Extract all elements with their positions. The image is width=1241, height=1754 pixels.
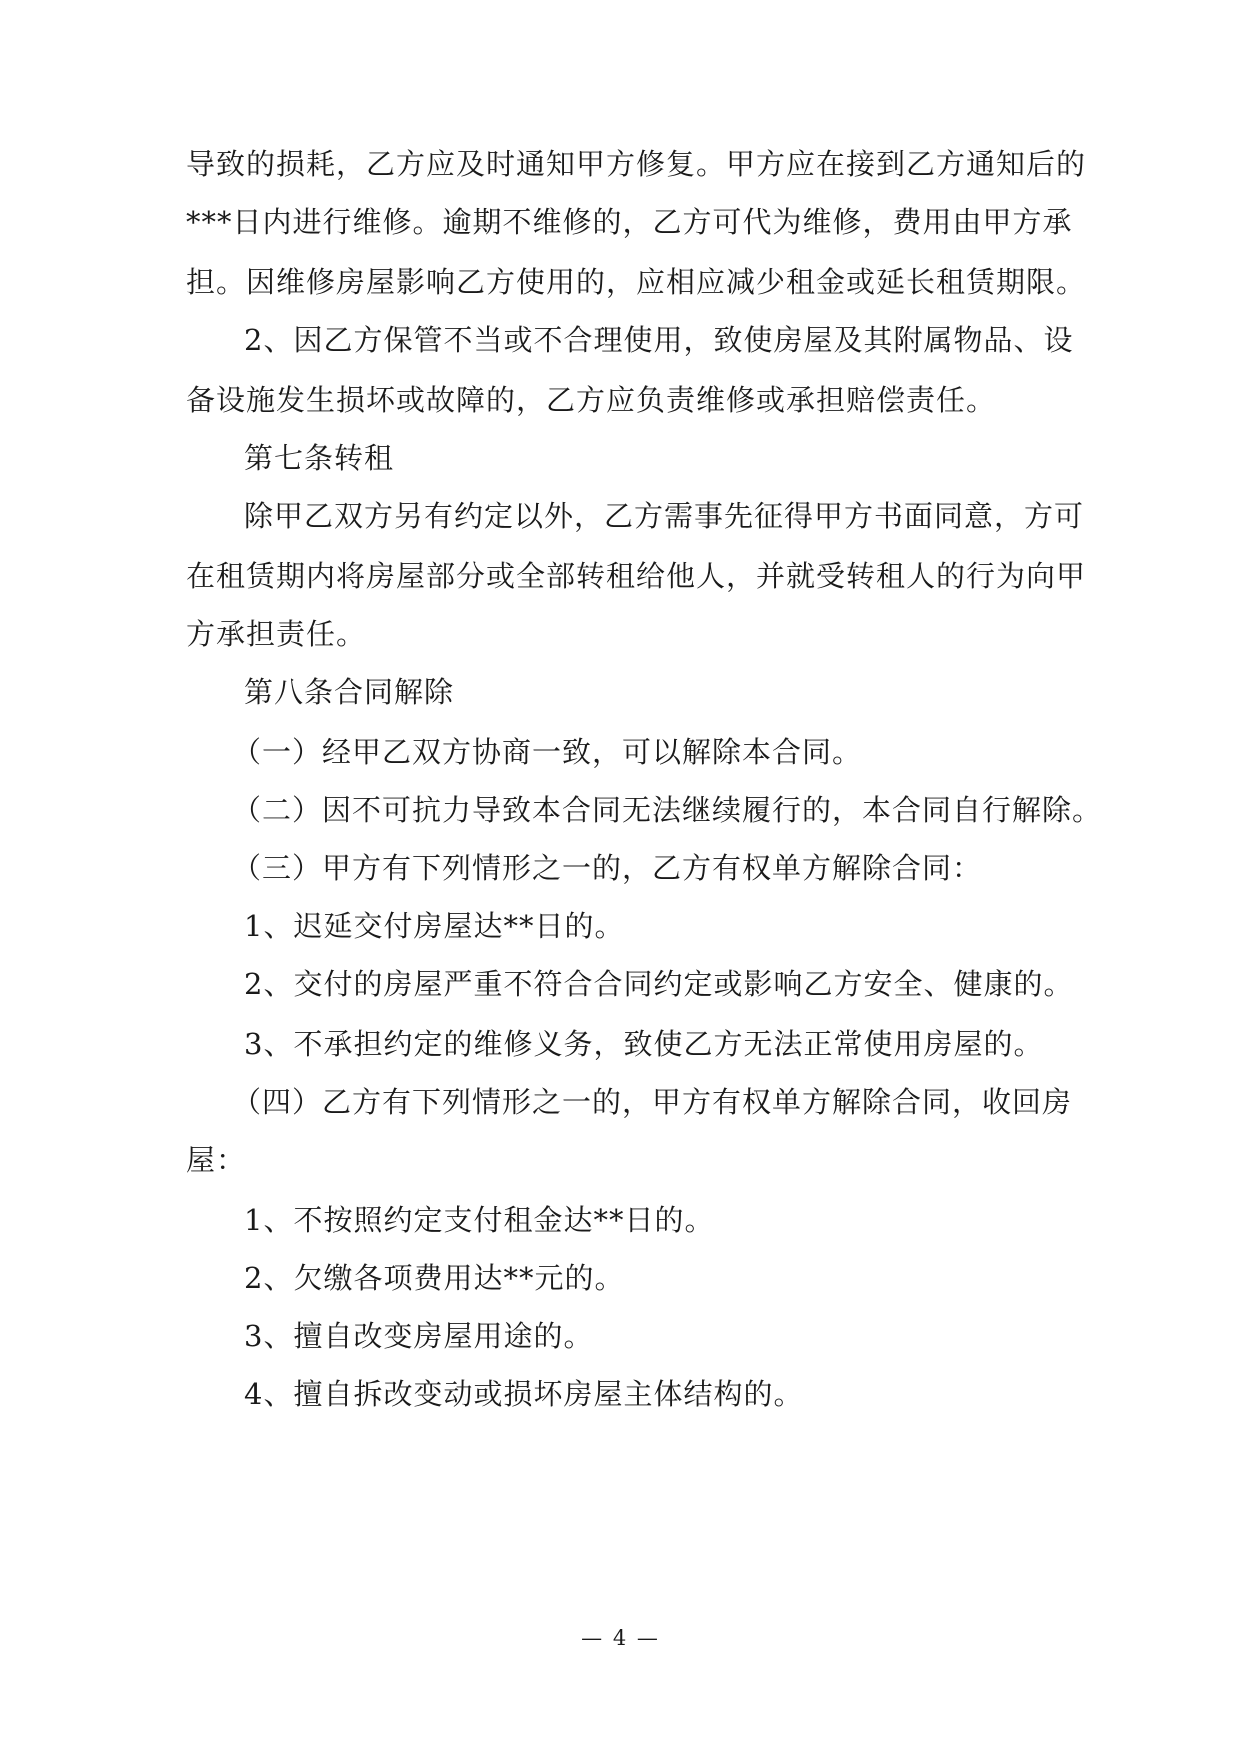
- text-line-16: 3、不承担约定的维修义务，致使乙方无法正常使用房屋的。: [244, 1027, 1044, 1061]
- section-heading-article-7: 第七条转租: [244, 441, 395, 475]
- text-line-12: （二）因不可抗力导致本合同无法继续履行的，本合同自行解除。: [232, 793, 1103, 827]
- text-line-5: 备设施发生损坏或故障的，乙方应负责维修或承担赔偿责任。: [186, 383, 997, 417]
- page-number: — 4 —: [581, 1626, 660, 1650]
- text-line-7: 除甲乙双方另有约定以外，乙方需事先征得甲方书面同意，方可: [244, 499, 1085, 533]
- text-line-19: 1、不按照约定支付租金达**日的。: [244, 1203, 715, 1237]
- text-line-4: 2、因乙方保管不当或不合理使用，致使房屋及其附属物品、设: [244, 323, 1074, 357]
- text-line-9: 方承担责任。: [186, 617, 367, 651]
- text-line-17: （四）乙方有下列情形之一的，甲方有权单方解除合同，收回房: [232, 1085, 1073, 1119]
- text-line-21: 3、擅自改变房屋用途的。: [244, 1319, 594, 1353]
- text-line-3: 担。因维修房屋影响乙方使用的，应相应减少租金或延长租赁期限。: [186, 265, 1087, 299]
- text-line-20: 2、欠缴各项费用达**元的。: [244, 1261, 625, 1295]
- text-line-14: 1、迟延交付房屋达**日的。: [244, 909, 625, 943]
- text-line-8: 在租赁期内将房屋部分或全部转租给他人，并就受转租人的行为向甲: [186, 559, 1087, 593]
- section-heading-article-8: 第八条合同解除: [244, 675, 455, 709]
- text-line-13: （三）甲方有下列情形之一的，乙方有权单方解除合同：: [232, 851, 983, 885]
- text-line-11: （一）经甲乙双方协商一致，可以解除本合同。: [232, 735, 863, 769]
- text-line-15: 2、交付的房屋严重不符合合同约定或影响乙方安全、健康的。: [244, 967, 1074, 1001]
- text-line-18: 屋：: [186, 1143, 247, 1177]
- text-line-2: ***日内进行维修。逾期不维修的，乙方可代为维修，费用由甲方承: [186, 205, 1073, 239]
- text-line-1: 导致的损耗，乙方应及时通知甲方修复。甲方应在接到乙方通知后的: [186, 147, 1087, 181]
- text-line-22: 4、擅自拆改变动或损坏房屋主体结构的。: [244, 1377, 804, 1411]
